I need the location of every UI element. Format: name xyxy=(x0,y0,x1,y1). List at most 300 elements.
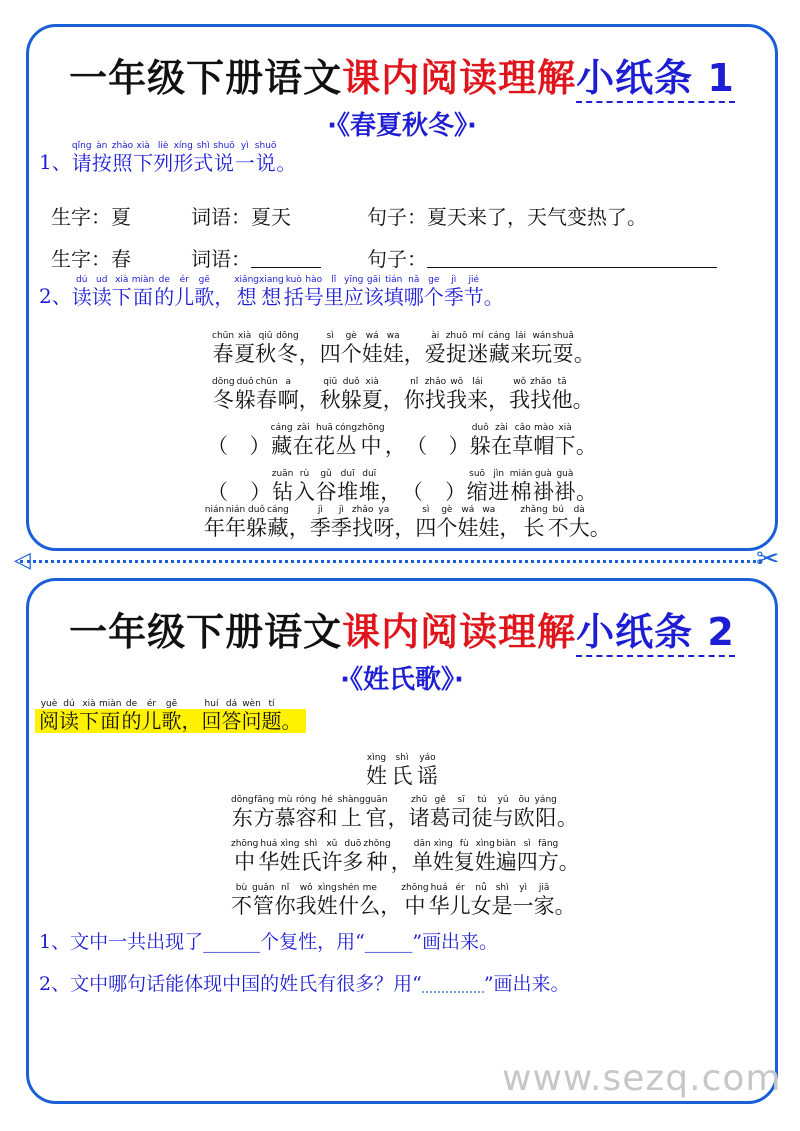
pinyin: rù xyxy=(299,469,310,479)
pinyin: shuō xyxy=(254,141,277,151)
pinyin: gě xyxy=(434,795,446,805)
ruby-char xyxy=(341,331,362,366)
hanzi: 方 xyxy=(253,806,275,830)
answer-ci-blank[interactable] xyxy=(251,247,321,268)
hanzi: 进 xyxy=(488,480,510,504)
hanzi: 褂 xyxy=(554,480,576,504)
hanzi: 说 xyxy=(213,151,234,175)
pinyin: gè xyxy=(345,331,357,341)
ruby-char xyxy=(204,505,225,540)
ruby-char xyxy=(364,275,384,309)
question-1-text xyxy=(71,141,297,175)
ruby-char xyxy=(59,699,79,733)
pinyin: duǒ xyxy=(236,377,254,387)
hanzi: 季 xyxy=(330,516,352,540)
pinyin xyxy=(389,883,392,894)
worksheet-card-1 xyxy=(26,24,778,551)
pinyin: xìng xyxy=(280,839,300,849)
ruby-char xyxy=(538,839,559,874)
ruby-char xyxy=(271,423,293,458)
ruby-char xyxy=(259,275,284,309)
ruby-char xyxy=(300,839,321,874)
hanzi: 堆 xyxy=(358,480,380,504)
ruby-char xyxy=(231,795,254,830)
ruby-char xyxy=(256,377,278,412)
hanzi: 夏 xyxy=(361,388,383,412)
hanzi: 中 xyxy=(234,850,256,874)
ruby-char xyxy=(362,377,383,412)
ruby-char xyxy=(491,423,512,458)
hanzi: ， xyxy=(384,434,406,458)
ruby-char xyxy=(304,275,324,309)
hanzi: 下 xyxy=(554,434,576,458)
question-number: 2、 xyxy=(39,284,72,308)
hanzi: 么 xyxy=(359,894,381,918)
pinyin: xià xyxy=(115,275,129,285)
ruby-char xyxy=(279,839,300,874)
ruby-char xyxy=(133,141,153,175)
pinyin: zhōng xyxy=(231,839,259,849)
hanzi: 司 xyxy=(450,806,472,830)
hanzi: 。 xyxy=(573,342,595,366)
instruction-text xyxy=(35,699,306,733)
hanzi: 四 xyxy=(516,850,538,874)
pinyin: shì xyxy=(196,141,210,151)
pinyin xyxy=(585,423,588,434)
hanzi: 儿 xyxy=(174,285,195,309)
hanzi: ， xyxy=(288,516,310,540)
pinyin: wǒ xyxy=(513,377,527,387)
hanzi: 儿 xyxy=(141,709,162,733)
hanzi: 藏 xyxy=(488,342,510,366)
pinyin xyxy=(458,423,461,434)
hanzi: 上 xyxy=(340,806,362,830)
hanzi: ， xyxy=(499,516,521,540)
pinyin: zuān xyxy=(271,469,294,479)
hanzi: 请 xyxy=(71,151,92,175)
q1-pre: 1、文中一共出现了 xyxy=(39,931,204,953)
ruby-char xyxy=(569,505,590,540)
ruby-char xyxy=(425,331,446,366)
hanzi: ） xyxy=(448,434,470,458)
card1-title-black: 一年级下册语文 xyxy=(69,56,343,100)
hanzi: 不 xyxy=(231,894,252,918)
hanzi: 春 xyxy=(212,342,234,366)
hanzi: ， xyxy=(214,285,235,309)
pinyin: qiū xyxy=(258,331,273,341)
pinyin xyxy=(497,377,500,388)
ruby-char xyxy=(363,839,390,874)
ruby-char xyxy=(384,275,404,309)
pinyin: shì xyxy=(304,839,318,849)
pinyin: shén xyxy=(337,883,360,893)
ruby-char xyxy=(510,331,531,366)
pinyin xyxy=(216,469,219,480)
hanzi: 。 xyxy=(556,806,578,830)
q1-post: ”画出来。 xyxy=(412,931,499,953)
card2-poem-title xyxy=(29,741,775,788)
pinyin: lái xyxy=(472,377,483,387)
ruby-char xyxy=(391,839,412,874)
hanzi: 个 xyxy=(340,342,362,366)
pinyin: ér xyxy=(179,275,189,285)
ruby-char xyxy=(430,795,451,830)
pinyin: duǒ xyxy=(342,377,360,387)
hanzi: 在 xyxy=(292,434,314,458)
hanzi: （ xyxy=(401,480,423,504)
answer-line xyxy=(51,243,717,272)
ruby-char xyxy=(338,795,365,830)
hanzi: 下 xyxy=(111,285,132,309)
ruby-char xyxy=(341,377,362,412)
pinyin: zhǒng xyxy=(363,839,391,849)
hanzi: 形 xyxy=(173,151,194,175)
hanzi: 爱 xyxy=(424,342,446,366)
hanzi: 女 xyxy=(470,894,492,918)
pinyin: xià xyxy=(136,141,150,151)
pinyin xyxy=(298,505,301,516)
card1-poem-line-2 xyxy=(29,365,775,412)
pinyin: shì xyxy=(495,883,509,893)
ruby-char xyxy=(174,275,194,309)
ruby-char xyxy=(406,423,427,458)
ruby-char xyxy=(275,883,296,918)
hanzi: ） xyxy=(250,480,272,504)
pinyin: lǐ xyxy=(331,275,337,285)
pinyin xyxy=(216,423,219,434)
hanzi: 。 xyxy=(281,709,302,733)
pinyin: guà xyxy=(534,469,552,479)
pinyin: nǐ xyxy=(281,883,290,893)
pinyin xyxy=(568,839,571,850)
hanzi xyxy=(427,434,448,458)
pinyin: zhū xyxy=(411,795,428,805)
pinyin: tí xyxy=(268,699,275,709)
ruby-char xyxy=(225,505,246,540)
ruby-char xyxy=(231,839,258,874)
ruby-char xyxy=(404,275,424,309)
hanzi: 入 xyxy=(293,480,315,504)
ruby-char xyxy=(534,883,555,918)
pinyin: jì xyxy=(317,505,323,515)
pinyin xyxy=(415,423,418,434)
pinyin: cáng xyxy=(488,331,511,341)
hanzi: 娃 xyxy=(361,342,383,366)
hanzi: 堆 xyxy=(337,480,359,504)
pinyin: ér xyxy=(455,883,465,893)
pinyin xyxy=(237,423,240,434)
ruby-char xyxy=(231,883,252,918)
hanzi: 找 xyxy=(424,388,446,412)
ruby-char xyxy=(234,275,259,309)
ruby-char xyxy=(338,883,360,918)
hanzi: 褂 xyxy=(532,480,554,504)
hanzi: 说 xyxy=(255,151,276,175)
pinyin: sì xyxy=(523,839,531,849)
card2-question-1 xyxy=(39,927,498,954)
ruby-char xyxy=(385,423,406,458)
ruby-char xyxy=(299,331,320,366)
pinyin xyxy=(259,469,262,480)
pinyin: xìng xyxy=(317,883,337,893)
pinyin: nián xyxy=(204,505,225,515)
pinyin: xià xyxy=(558,423,572,433)
ruby-char xyxy=(72,141,92,175)
hanzi: 下 xyxy=(79,709,99,733)
hanzi: 缩 xyxy=(466,480,488,504)
pinyin xyxy=(389,469,392,480)
pinyin: cáng xyxy=(267,505,289,515)
ruby-char xyxy=(373,505,394,540)
ruby-char xyxy=(520,505,547,540)
hanzi: 照 xyxy=(112,151,133,175)
pinyin xyxy=(308,331,311,342)
pinyin: shuǎ xyxy=(552,331,574,341)
pinyin: ud xyxy=(96,275,108,285)
hanzi: 我 xyxy=(295,894,317,918)
hanzi: 中 xyxy=(360,434,382,458)
hanzi: 是 xyxy=(491,894,513,918)
example-zi: 生字：夏 xyxy=(51,205,131,229)
pinyin: bù xyxy=(235,883,248,893)
ruby-char xyxy=(404,377,425,412)
hanzi: 号 xyxy=(303,285,324,309)
ruby-char xyxy=(39,699,59,733)
card1-title-red: 课内阅读理解 xyxy=(342,56,577,100)
pinyin xyxy=(583,331,586,342)
hanzi: 。 xyxy=(589,516,611,540)
pinyin: nǚ xyxy=(475,883,487,893)
ruby-char xyxy=(289,505,310,540)
card2-subtitle: ·《姓氏歌》· xyxy=(340,665,464,695)
hanzi: 草 xyxy=(512,434,534,458)
pinyin: kuò xyxy=(285,275,302,285)
hanzi: 氏 xyxy=(300,850,322,874)
pinyin xyxy=(400,839,403,850)
ruby-char xyxy=(409,795,430,830)
pinyin: zhǎng xyxy=(520,505,548,515)
pinyin: zài xyxy=(495,423,508,433)
ruby-char xyxy=(142,699,162,733)
q1-blank-count[interactable]: ______ xyxy=(203,931,261,953)
ruby-char xyxy=(427,423,448,458)
hanzi: 与 xyxy=(492,806,514,830)
pinyin: nǐ xyxy=(410,377,419,387)
hanzi: （ xyxy=(207,480,228,504)
pinyin: qǐng xyxy=(71,141,92,151)
example-ci: 词语：夏天 xyxy=(191,205,291,229)
pinyin xyxy=(454,469,457,480)
pinyin: dōng xyxy=(231,795,254,805)
ruby-char xyxy=(193,141,213,175)
pinyin: dú xyxy=(63,699,75,709)
hanzi: ， xyxy=(181,709,202,733)
hanzi: 找 xyxy=(530,388,552,412)
pinyin: ōu xyxy=(518,795,530,805)
hanzi: 四 xyxy=(415,516,437,540)
pinyin: ya xyxy=(378,505,390,515)
hanzi: 节 xyxy=(463,285,484,309)
ruby-char xyxy=(429,883,450,918)
hanzi: 夏 xyxy=(234,342,256,366)
ruby-char xyxy=(79,699,99,733)
hanzi: 容 xyxy=(295,806,317,830)
pinyin: zhǎo xyxy=(530,377,552,387)
pinyin: xìng xyxy=(433,839,453,849)
pinyin: de xyxy=(158,275,170,285)
hanzi: ， xyxy=(488,388,510,412)
pinyin: huá xyxy=(260,839,278,849)
hanzi: 藏 xyxy=(271,434,293,458)
ruby-char xyxy=(182,699,202,733)
ruby-char xyxy=(415,505,436,540)
hanzi: 冬 xyxy=(212,388,234,412)
hanzi: 秋 xyxy=(255,342,277,366)
ruby-char xyxy=(514,795,535,830)
hanzi: 姓 xyxy=(474,850,496,874)
hanzi: 面 xyxy=(132,285,153,309)
hanzi: 秋 xyxy=(319,388,341,412)
card1-poem-line-3 xyxy=(29,411,775,458)
ruby-char xyxy=(573,377,594,412)
q1-mid: 个复性，用“ xyxy=(260,931,365,953)
hanzi: 哪 xyxy=(403,285,424,309)
ruby-char xyxy=(242,699,262,733)
pinyin xyxy=(392,377,395,388)
pinyin: tián xyxy=(385,275,403,285)
ruby-char xyxy=(530,377,551,412)
hanzi: 括 xyxy=(283,285,304,309)
pinyin xyxy=(411,469,414,480)
hanzi: 面 xyxy=(100,709,121,733)
ruby-char xyxy=(320,331,341,366)
hanzi: 。 xyxy=(575,480,597,504)
q2-post: ”画出来。 xyxy=(483,973,570,995)
example-ju: 句子：夏天来了，天气变热了。 xyxy=(367,205,647,229)
hanzi: ， xyxy=(298,342,320,366)
pinyin: shàng xyxy=(337,795,365,805)
ruby-char xyxy=(467,377,488,412)
pinyin xyxy=(259,423,262,434)
pinyin: miàn xyxy=(99,699,122,709)
pinyin: huá xyxy=(430,883,448,893)
pinyin: yì xyxy=(240,141,249,151)
hanzi: 题 xyxy=(261,709,282,733)
pinyin: yáng xyxy=(534,795,557,805)
ruby-char xyxy=(293,423,314,458)
pinyin: wǒ xyxy=(450,377,464,387)
hanzi: 迷 xyxy=(467,342,489,366)
q1-blank-mark: _____ xyxy=(364,931,413,953)
hanzi: 和 xyxy=(316,806,338,830)
ruby-char xyxy=(324,275,344,309)
hanzi: 问 xyxy=(241,709,262,733)
ruby-char xyxy=(472,795,493,830)
pinyin xyxy=(582,377,585,388)
ruby-char xyxy=(484,275,504,309)
pinyin: huí xyxy=(204,699,219,709)
ruby-char xyxy=(509,377,530,412)
pinyin: dá xyxy=(225,699,238,709)
pinyin xyxy=(413,331,416,342)
ruby-char xyxy=(92,275,112,309)
ruby-char xyxy=(278,377,299,412)
hanzi: 填 xyxy=(383,285,404,309)
pinyin: guān xyxy=(364,795,388,805)
ruby-char xyxy=(249,423,270,458)
pinyin: wǒ xyxy=(299,883,313,893)
pinyin: a xyxy=(285,377,291,387)
pinyin: xiang xyxy=(259,275,284,285)
hanzi: 家 xyxy=(533,894,555,918)
hanzi: 在 xyxy=(490,434,512,458)
ruby-char xyxy=(320,377,341,412)
pinyin xyxy=(508,505,511,516)
ruby-char xyxy=(352,505,373,540)
hanzi: 年 xyxy=(204,516,225,540)
ruby-char xyxy=(478,505,499,540)
ruby-char xyxy=(513,883,534,918)
pinyin: zhuō xyxy=(445,331,468,341)
ruby-char xyxy=(471,883,492,918)
ruby-char xyxy=(576,423,597,458)
pinyin: xìng xyxy=(475,839,495,849)
hanzi: 我 xyxy=(509,388,531,412)
card2-instruction xyxy=(35,699,306,733)
ruby-char xyxy=(548,505,569,540)
pinyin: me xyxy=(362,883,377,893)
hanzi: 一 xyxy=(234,151,255,175)
answer-ju-blank[interactable] xyxy=(427,247,717,268)
ruby-char xyxy=(446,331,468,366)
pinyin: yì xyxy=(519,883,528,893)
ruby-char xyxy=(493,795,514,830)
ruby-char xyxy=(212,331,234,366)
ruby-char xyxy=(450,883,471,918)
ruby-char xyxy=(213,141,235,175)
pinyin xyxy=(585,469,588,480)
hanzi: 丛 xyxy=(335,434,357,458)
pinyin: zhǎo xyxy=(424,377,447,387)
hanzi: ， xyxy=(387,806,409,830)
hanzi: 呀 xyxy=(373,516,395,540)
ruby-char xyxy=(331,505,352,540)
hanzi: 个 xyxy=(423,285,444,309)
pinyin: gē xyxy=(165,699,178,709)
hanzi: 。 xyxy=(572,388,594,412)
ruby-char xyxy=(154,275,174,309)
pinyin: jié xyxy=(468,275,480,285)
hanzi: 啊 xyxy=(277,388,299,412)
ruby-char xyxy=(246,505,267,540)
hanzi: 儿 xyxy=(449,894,471,918)
ruby-char xyxy=(424,275,444,309)
hanzi: 躲 xyxy=(246,516,267,540)
ruby-char xyxy=(267,505,289,540)
ruby-char xyxy=(488,331,510,366)
hanzi: （ xyxy=(207,434,228,458)
hanzi: ， xyxy=(403,342,425,366)
hanzi: 单 xyxy=(411,850,433,874)
ruby-char xyxy=(475,839,496,874)
card1-question-2 xyxy=(39,275,504,309)
ruby-char xyxy=(344,275,364,309)
hanzi: 他 xyxy=(551,388,573,412)
answer-zi: 生字：春 xyxy=(51,247,131,271)
pinyin: dú xyxy=(76,275,88,285)
card2-poem-line-1 xyxy=(29,783,775,830)
pinyin: gè xyxy=(441,505,453,515)
